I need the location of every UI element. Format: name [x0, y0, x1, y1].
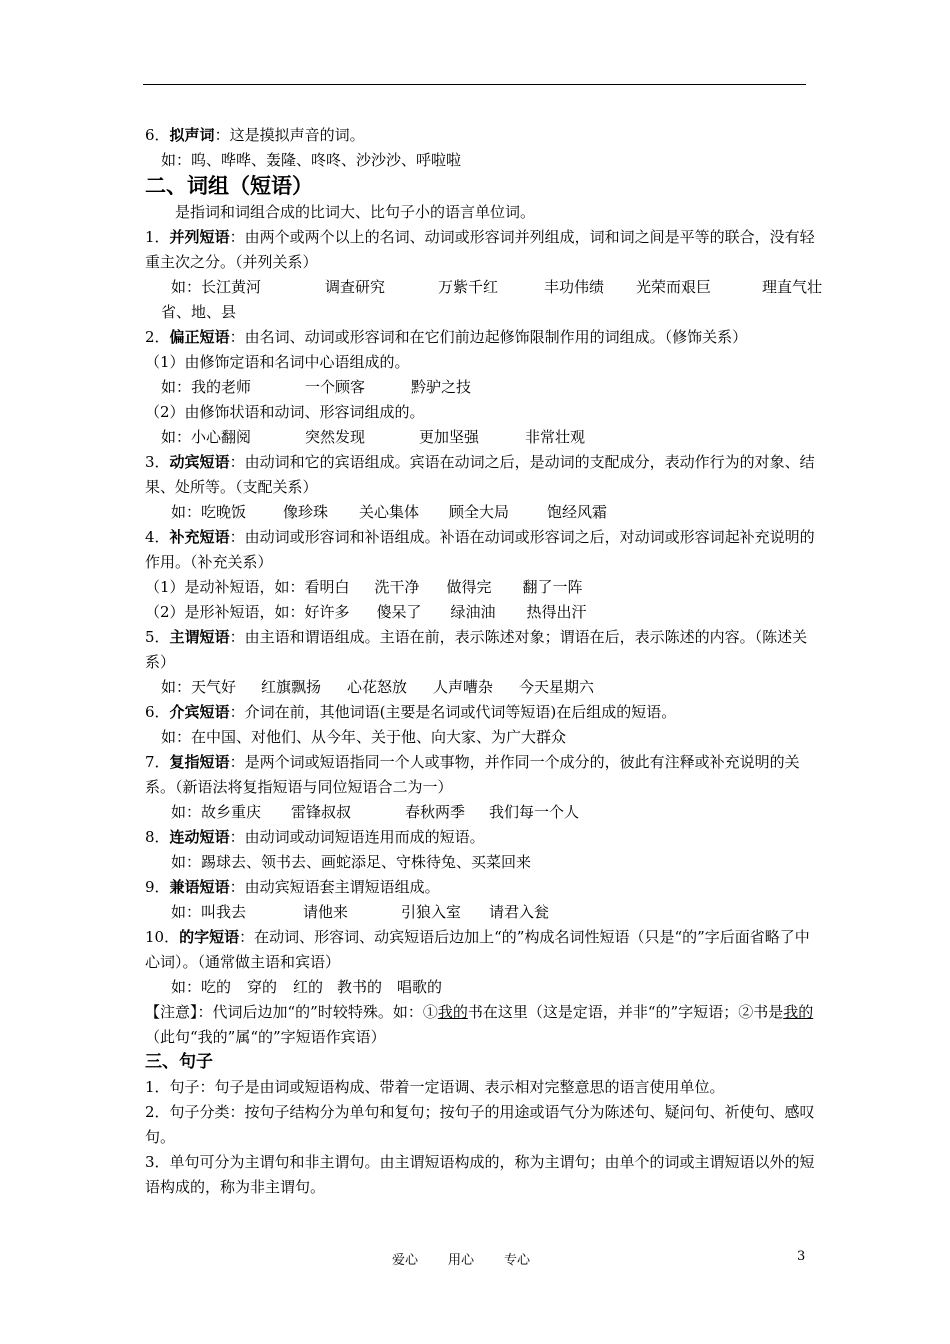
footer-item-3: 专心: [504, 1253, 531, 1268]
p7-examples: 如：故乡重庆 雷锋叔叔 春秋两季 我们每一个人: [171, 803, 580, 821]
section3-item-3: 3．单句可分为主谓句和非主谓句。由主谓短语构成的，称为主谓句；由单个的词或主谓短语以外的短语构成的，称为非主谓句。: [145, 1153, 815, 1196]
p1-examples-cont: 省、地、县: [161, 303, 237, 321]
p1-line: 1．并列短语：由两个或两个以上的名词、动词或形容词并列组成，词和词之间是平等的联合，没有轻重主次之分。（并列关系）: [145, 228, 815, 271]
footer-item-1: 爱心: [392, 1253, 419, 1268]
page-footer: [0, 1249, 950, 1269]
s6-term: 拟声词: [169, 126, 215, 144]
note-underline-2: 我的: [783, 1003, 814, 1021]
p6-line: 6．介宾短语：介词在前，其他词语(主要是名词或代词等短语)在后组成的短语。: [145, 703, 677, 721]
page-number: 3: [797, 1249, 806, 1264]
p9-line: 9．兼语短语：由动宾短语套主谓短语组成。: [145, 878, 440, 896]
section3-title: 三、句子: [145, 1052, 213, 1072]
p2-sub2: （2）由修饰状语和动词、形容词组成的。: [145, 403, 425, 421]
p4-line: 4．补充短语：由动词或形容词和补语组成。补语在动词或形容词之后，对动词或形容词起补充说明的作用。（补充关系）: [145, 528, 815, 571]
section2-intro: 是指词和词组合成的比词大、比句子小的语言单位词。: [175, 203, 536, 221]
section3-item-1: 1．句子：句子是由词或短语构成、带着一定语调、表示相对完整意思的语言使用单位。: [145, 1078, 725, 1096]
p2-sub1: （1）由修饰定语和名词中心语组成的。: [145, 353, 410, 371]
p10-examples: 如：吃的 穿的 红的 教书的 唱歌的: [171, 978, 443, 996]
p5-line: 5．主谓短语：由主语和谓语组成。主语在前，表示陈述对象；谓语在后，表示陈述的内容。（陈述关系）: [145, 628, 808, 671]
p10-line: 10．的字短语：在动词、形容词、动宾短语后边加上“的”构成名词性短语（只是“的”字后面省略了中心词）。（通常做主语和宾语）: [145, 928, 810, 971]
p4-sub1: （1）是动补短语，如：看明白 洗干净 做得完 翻了一阵: [145, 578, 583, 596]
p2-line: 2．偏正短语：由名词、动词或形容词和在它们前边起修饰限制作用的词组成。（修饰关系）: [145, 328, 748, 346]
p3-examples: 如：吃晚饭 像珍珠 关心集体 顾全大局 饱经风霜: [171, 503, 608, 521]
p6-examples: 如：在中国、对他们、从今年、关于他、向大家、为广大群众: [161, 728, 567, 746]
s6-line: 6．拟声词：这是摸拟声音的词。: [145, 126, 365, 144]
section3-item-2: 2．句子分类：按句子结构分为单句和复句；按句子的用途或语气分为陈述句、疑问句、祈使句、感叹句。: [145, 1103, 815, 1146]
section2-title: 二、词组（短语）: [145, 174, 313, 198]
footer-motto: [392, 1249, 560, 1268]
p2-ex2: 如：小心翻阅 突然发现 更加坚强 非常壮观: [161, 428, 586, 446]
p7-line: 7．复指短语：是两个词或短语指同一个人或事物，并作同一个成分的，彼此有注释或补充说明的关系。（新语法将复指短语与同位短语合二为一）: [145, 753, 800, 796]
p3-line: 3．动宾短语：由动词和它的宾语组成。宾语在动词之后，是动词的支配成分，表动作行为的对象、结果、处所等。（支配关系）: [145, 453, 815, 496]
p5-examples: 如：天气好 红旗飘扬 心花怒放 人声嘈杂 今天星期六: [161, 678, 595, 696]
p8-examples: 如：踢球去、领书去、画蛇添足、守株待兔、买菜回来: [171, 853, 532, 871]
header-rule: [143, 84, 806, 85]
footer-item-2: 用心: [448, 1253, 475, 1268]
p8-line: 8．连动短语：由动词或动词短语连用而成的短语。: [145, 828, 485, 846]
note-underline-1: 我的: [437, 1003, 468, 1021]
document-body: [145, 123, 823, 1200]
p4-sub2: （2）是形补短语，如：好许多 傻呆了 绿油油 热得出汗: [145, 603, 587, 621]
p1-examples: 如：长江黄河 调查研究 万紫千红 丰功伟绩 光荣而艰巨 理直气壮: [171, 278, 823, 296]
p2-ex1: 如：我的老师 一个顾客 黔驴之技: [161, 378, 472, 396]
s6-examples: 如：呜、哗哗、轰隆、咚咚、沙沙沙、呼啦啦: [161, 151, 462, 169]
p9-examples: 如：叫我去 请他来 引狼入室 请君入瓮: [171, 903, 550, 921]
note: 【注意】：代词后边加“的”时较特殊。如：①我的书在这里（这是定语，并非“的”字短语；②书是我的（此句“我的”属“的”字短语作宾语）: [145, 1003, 814, 1046]
